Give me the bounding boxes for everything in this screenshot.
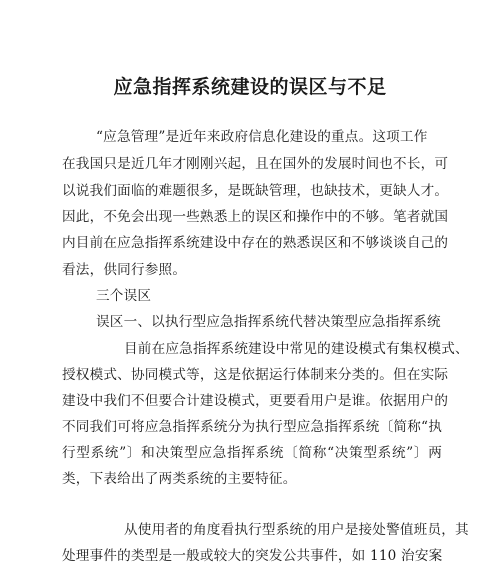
paragraph-line-4: 因此，不免会出现一些熟悉上的误区和操作中的不够。笔者就国 — [62, 209, 449, 225]
section-heading: 三个误区 — [96, 288, 152, 304]
document-title: 应急指挥系统建设的误区与不足 — [113, 76, 387, 98]
paragraph-line-3: 以说我们面临的难题很多，是既缺管理，也缺技术，更缺人才。 — [62, 183, 449, 199]
paragraph-line-9: 建设中我们不但要合计建设模式，更要看用户是谁。依据用户的 — [62, 393, 449, 409]
paragraph-line-6: 看法，供同行参照。 — [62, 262, 187, 278]
paragraph-line-10: 不同我们可将应急指挥系统分为执行型应急指挥系统〔简称“执 — [62, 419, 442, 435]
paragraph-line-12: 类，下表给出了两类系统的主要特征。 — [62, 471, 297, 487]
paragraph-line-2: 在我国只是近几年才刚刚兴起，且在国外的发展时间也不长，可 — [62, 156, 449, 172]
paragraph-line-13: 从使用者的角度看执行型系统的用户是接处警值班员，其 — [124, 522, 469, 538]
paragraph-line-11: 行型系统”〕和决策型应急指挥系统〔简称“决策型系统”〕两 — [62, 445, 442, 461]
paragraph-line-8: 授权模式、协同模式等，这是依据运行体制来分类的。但在实际 — [62, 367, 449, 383]
paragraph-line-14: 处理事件的类型是一般或较大的突发公共事件，如 110 治安案 — [62, 548, 443, 564]
paragraph-line-7: 目前在应急指挥系统建设中常见的建设模式有集权模式、 — [124, 341, 469, 357]
subsection-heading: 误区一、以执行型应急指挥系统代替决策型应急指挥系统 — [96, 314, 441, 330]
paragraph-line-1: “应急管理”是近年来政府信息化建设的重点。这项工作 — [96, 129, 428, 145]
paragraph-line-5: 内目前在应急指挥系统建设中存在的熟悉误区和不够谈谈自己的 — [62, 235, 449, 251]
